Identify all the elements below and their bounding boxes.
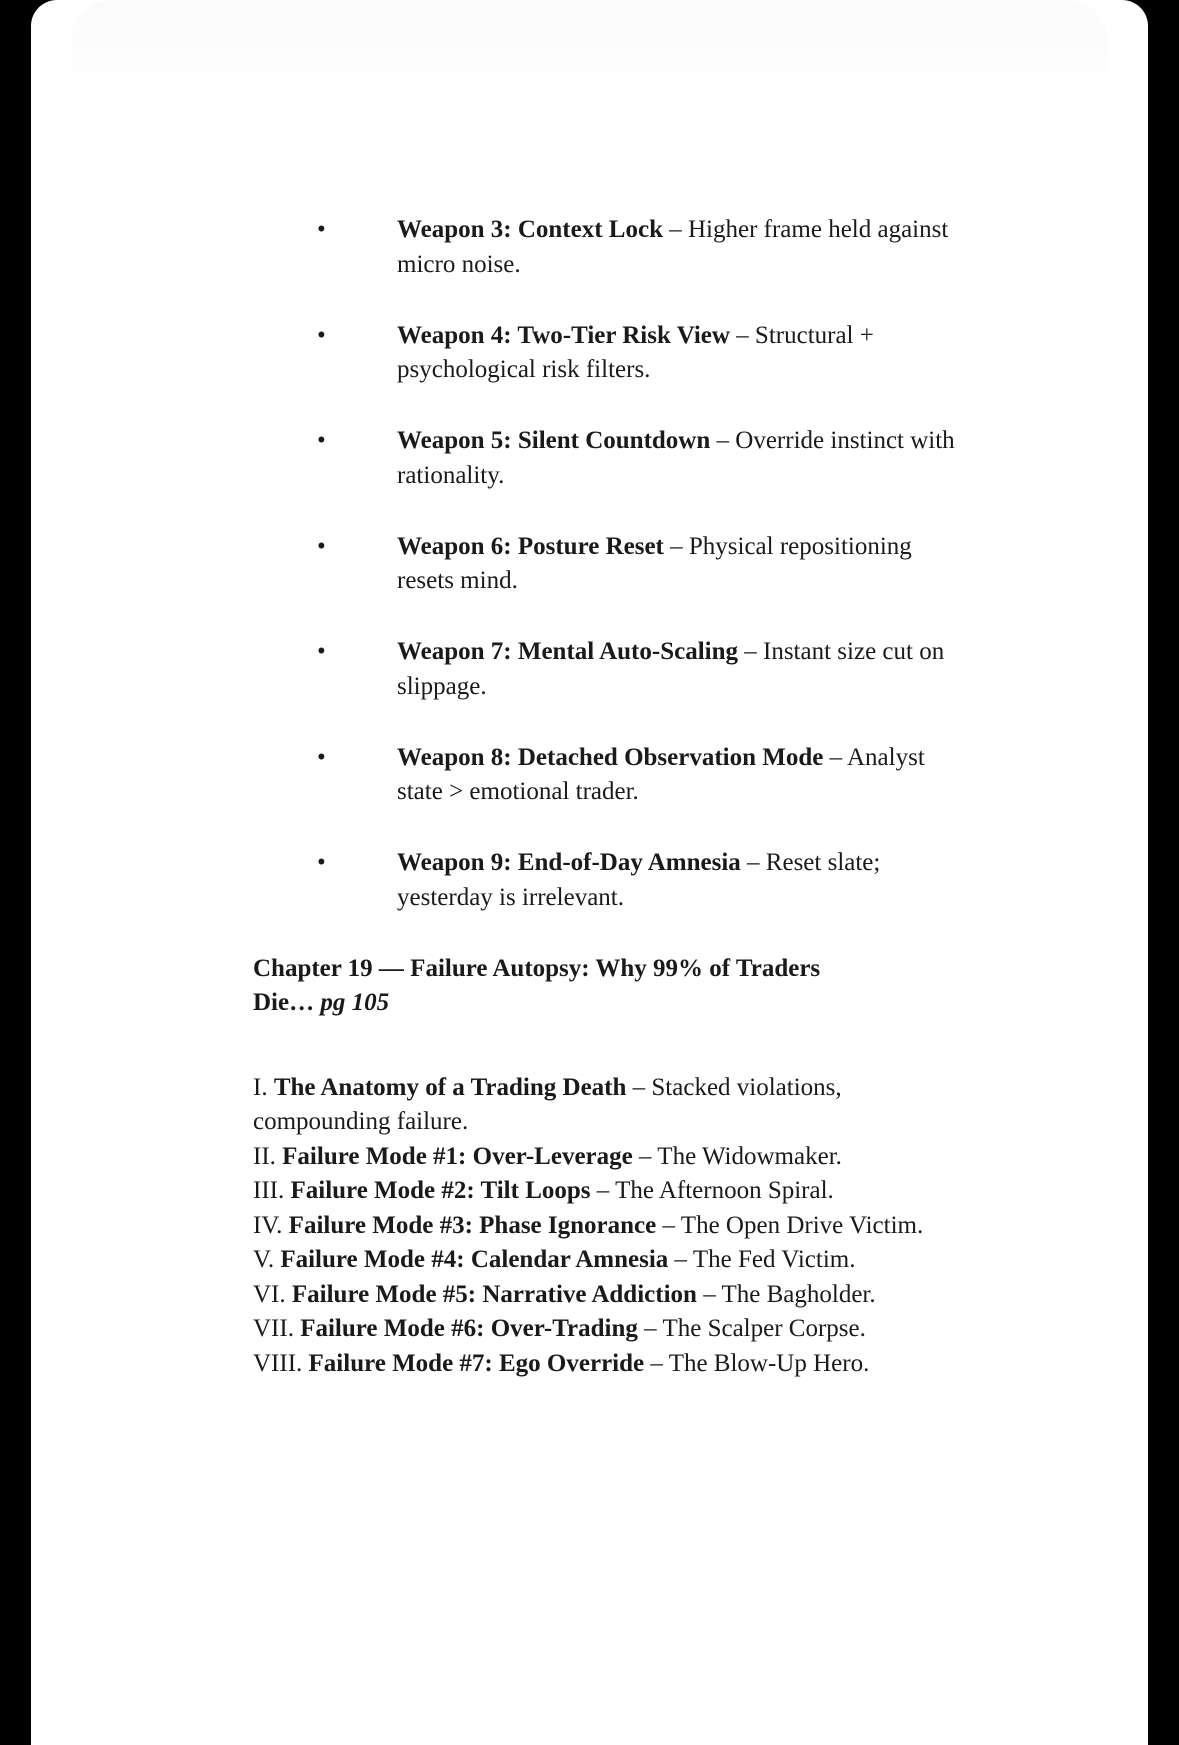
- outline-title: Failure Mode #2: Tilt Loops: [290, 1177, 591, 1204]
- separator: –: [696, 1280, 722, 1308]
- weapon-desc: Structural + psychological risk filters.: [397, 321, 874, 383]
- outline-title: Failure Mode #7: Ego Override: [308, 1349, 645, 1377]
- chapter-heading: [253, 952, 873, 1021]
- outline-item-6: [253, 1278, 933, 1313]
- outline-desc: The Open Drive Victim.: [680, 1211, 924, 1239]
- bullet-icon: •: [317, 427, 326, 454]
- page-reference: pg 105: [320, 989, 390, 1016]
- outline-item-8: [253, 1347, 933, 1382]
- list-item-weapon-5: [253, 424, 973, 493]
- roman-numeral: III.: [253, 1177, 291, 1204]
- outline-desc: The Blow-Up Hero.: [668, 1349, 870, 1377]
- weapon-desc: Override instinct with rationality.: [397, 427, 955, 489]
- weapon-title: Weapon 9: End-of-Day Amnesia: [397, 849, 741, 876]
- separator: –: [729, 321, 755, 349]
- separator: –: [656, 1211, 681, 1239]
- bullet-icon: •: [317, 743, 326, 771]
- outline-desc: The Widowmaker.: [657, 1142, 842, 1170]
- weapon-title: Weapon 7: Mental Auto-Scaling: [397, 638, 738, 665]
- list-item-weapon-7: [253, 635, 973, 704]
- outline-title: Failure Mode #4: Calendar Amnesia: [280, 1246, 669, 1273]
- top-edge-shadow: [71, 0, 1108, 110]
- document-page[interactable]: [31, 0, 1148, 1745]
- roman-numeral: II.: [253, 1142, 283, 1170]
- separator: –: [590, 1177, 616, 1204]
- list-item-weapon-8: [253, 741, 973, 810]
- bullet-icon: •: [317, 216, 326, 243]
- separator: –: [637, 1315, 663, 1342]
- weapon-desc: Reset slate; yesterday is irrelevant.: [397, 849, 881, 911]
- outline-item-3: [253, 1174, 933, 1209]
- weapons-list: [253, 213, 973, 915]
- outline-item-7: [253, 1312, 933, 1347]
- outline-desc: The Fed Victim.: [692, 1246, 856, 1273]
- bullet-icon: •: [317, 849, 326, 876]
- separator: –: [740, 849, 766, 876]
- list-item-weapon-9: [253, 846, 973, 915]
- separator: –: [668, 1246, 693, 1273]
- outline-item-2: [253, 1140, 933, 1175]
- bullet-icon: •: [317, 321, 326, 349]
- roman-numeral: IV.: [253, 1211, 289, 1239]
- list-item-weapon-6: [253, 530, 973, 599]
- weapon-title: Weapon 4: Two-Tier Risk View: [397, 321, 730, 349]
- weapon-desc: Analyst state > emotional trader.: [397, 743, 925, 805]
- outline-item-4: [253, 1209, 933, 1244]
- outline-title: Failure Mode #6: Over-Trading: [300, 1315, 638, 1342]
- weapon-title: Weapon 5: Silent Countdown: [397, 427, 711, 454]
- separator: –: [710, 427, 736, 454]
- separator: –: [738, 638, 763, 665]
- outline-desc: The Scalper Corpse.: [662, 1315, 866, 1342]
- separator: –: [632, 1142, 658, 1170]
- weapon-title: Weapon 8: Detached Observation Mode: [397, 743, 824, 771]
- separator: –: [626, 1073, 652, 1101]
- roman-numeral: I.: [253, 1073, 274, 1101]
- outline-title: Failure Mode #1: Over-Leverage: [282, 1142, 633, 1170]
- weapon-desc: Instant size cut on slippage.: [397, 638, 945, 700]
- list-item-weapon-4: [253, 319, 973, 388]
- list-item-weapon-3: [253, 213, 973, 282]
- separator: –: [662, 216, 688, 243]
- separator: –: [644, 1349, 669, 1377]
- weapon-desc: Higher frame held against micro noise.: [397, 216, 949, 278]
- roman-numeral: V.: [253, 1246, 281, 1273]
- outline-title: The Anatomy of a Trading Death: [273, 1073, 627, 1101]
- outline-desc: The Bagholder.: [721, 1280, 876, 1308]
- weapon-title: Weapon 3: Context Lock: [397, 216, 663, 243]
- document-content: [253, 213, 973, 1381]
- roman-numeral: VIII.: [253, 1349, 309, 1377]
- bullet-icon: •: [317, 532, 326, 560]
- outline-desc: Stacked violations, compounding failure.: [253, 1073, 842, 1135]
- outline-title: Failure Mode #3: Phase Ignorance: [288, 1211, 657, 1239]
- weapon-desc: Physical repositioning resets mind.: [397, 532, 912, 594]
- bullet-icon: •: [317, 638, 326, 665]
- roman-numeral: VI.: [253, 1280, 292, 1308]
- roman-numeral: VII.: [253, 1315, 301, 1342]
- outline-desc: The Afternoon Spiral.: [615, 1177, 834, 1204]
- separator: –: [823, 743, 847, 771]
- outline-item-1: [253, 1071, 933, 1140]
- outline-item-5: [253, 1243, 933, 1278]
- chapter-title: Chapter 19 — Failure Autopsy: Why 99% of Traders Die…: [253, 954, 821, 1016]
- separator: –: [663, 532, 689, 560]
- weapon-title: Weapon 6: Posture Reset: [397, 532, 664, 560]
- chapter-outline: [253, 1071, 973, 1382]
- outline-title: Failure Mode #5: Narrative Addiction: [291, 1280, 697, 1308]
